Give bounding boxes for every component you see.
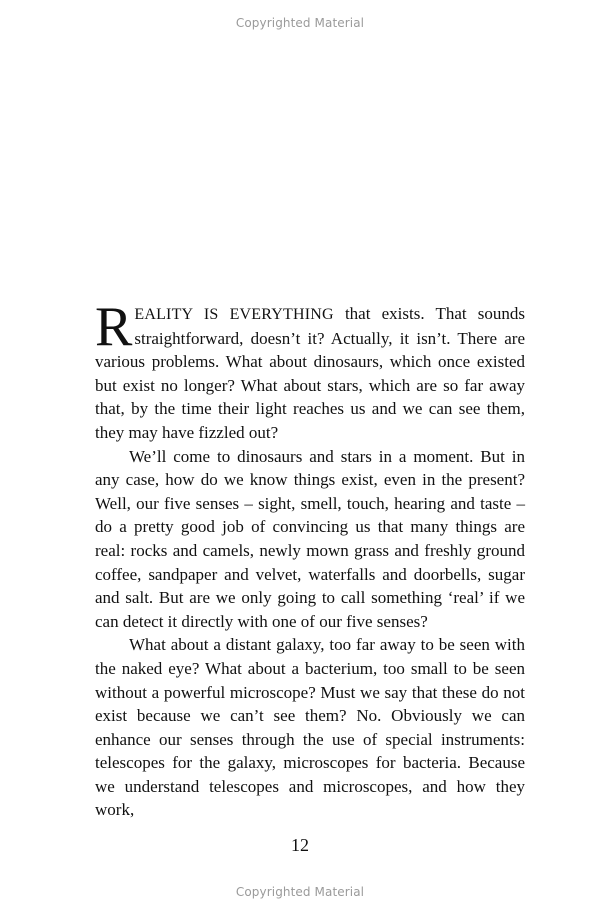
copyright-watermark-top: Copyrighted Material [235, 16, 365, 30]
paragraph-3: What about a distant galaxy, too far away to be seen with the naked eye? What about a bacterium, too small to be seen without a powerful microscope? Must we say that these do not exist because we can’t see them? No. Obviously we can enhance our senses through the use of special instruments: telescopes for the galaxy, microscopes for bacteria. Because we understand telescopes and microscopes, and how they work, [95, 635, 525, 820]
drop-cap: R [95, 296, 133, 358]
paragraph-1 [95, 296, 525, 445]
page-number: 12 [291, 835, 309, 855]
copyright-watermark-bottom: Copyrighted Material [235, 885, 365, 899]
paragraph-1-text: that exists. That sounds straightforward, doesn’t it? Actually, it isn’t. There are various problems. What about dinosaurs, which once existed but exist no longer? What about stars, which are so far away that, by the time their light reaches us and we can see them, they may have fizzled out? [95, 304, 525, 442]
lead-caps: EALITY IS EVERYTHING [134, 306, 334, 323]
paragraph-2: We’ll come to dinosaurs and stars in a moment. But in any case, how do we know things exist, even in the present? Well, our five senses – sight, smell, touch, hearing and taste – do a pretty good job of convincing us that many things are real: rocks and camels, newly mown grass and freshly ground coffee, sandpaper and velvet, waterfalls and doorbells, sugar and salt. But are we only going to call something ‘real’ if we can detect it directly with one of our five senses? [95, 446, 525, 631]
body-text [95, 296, 525, 822]
